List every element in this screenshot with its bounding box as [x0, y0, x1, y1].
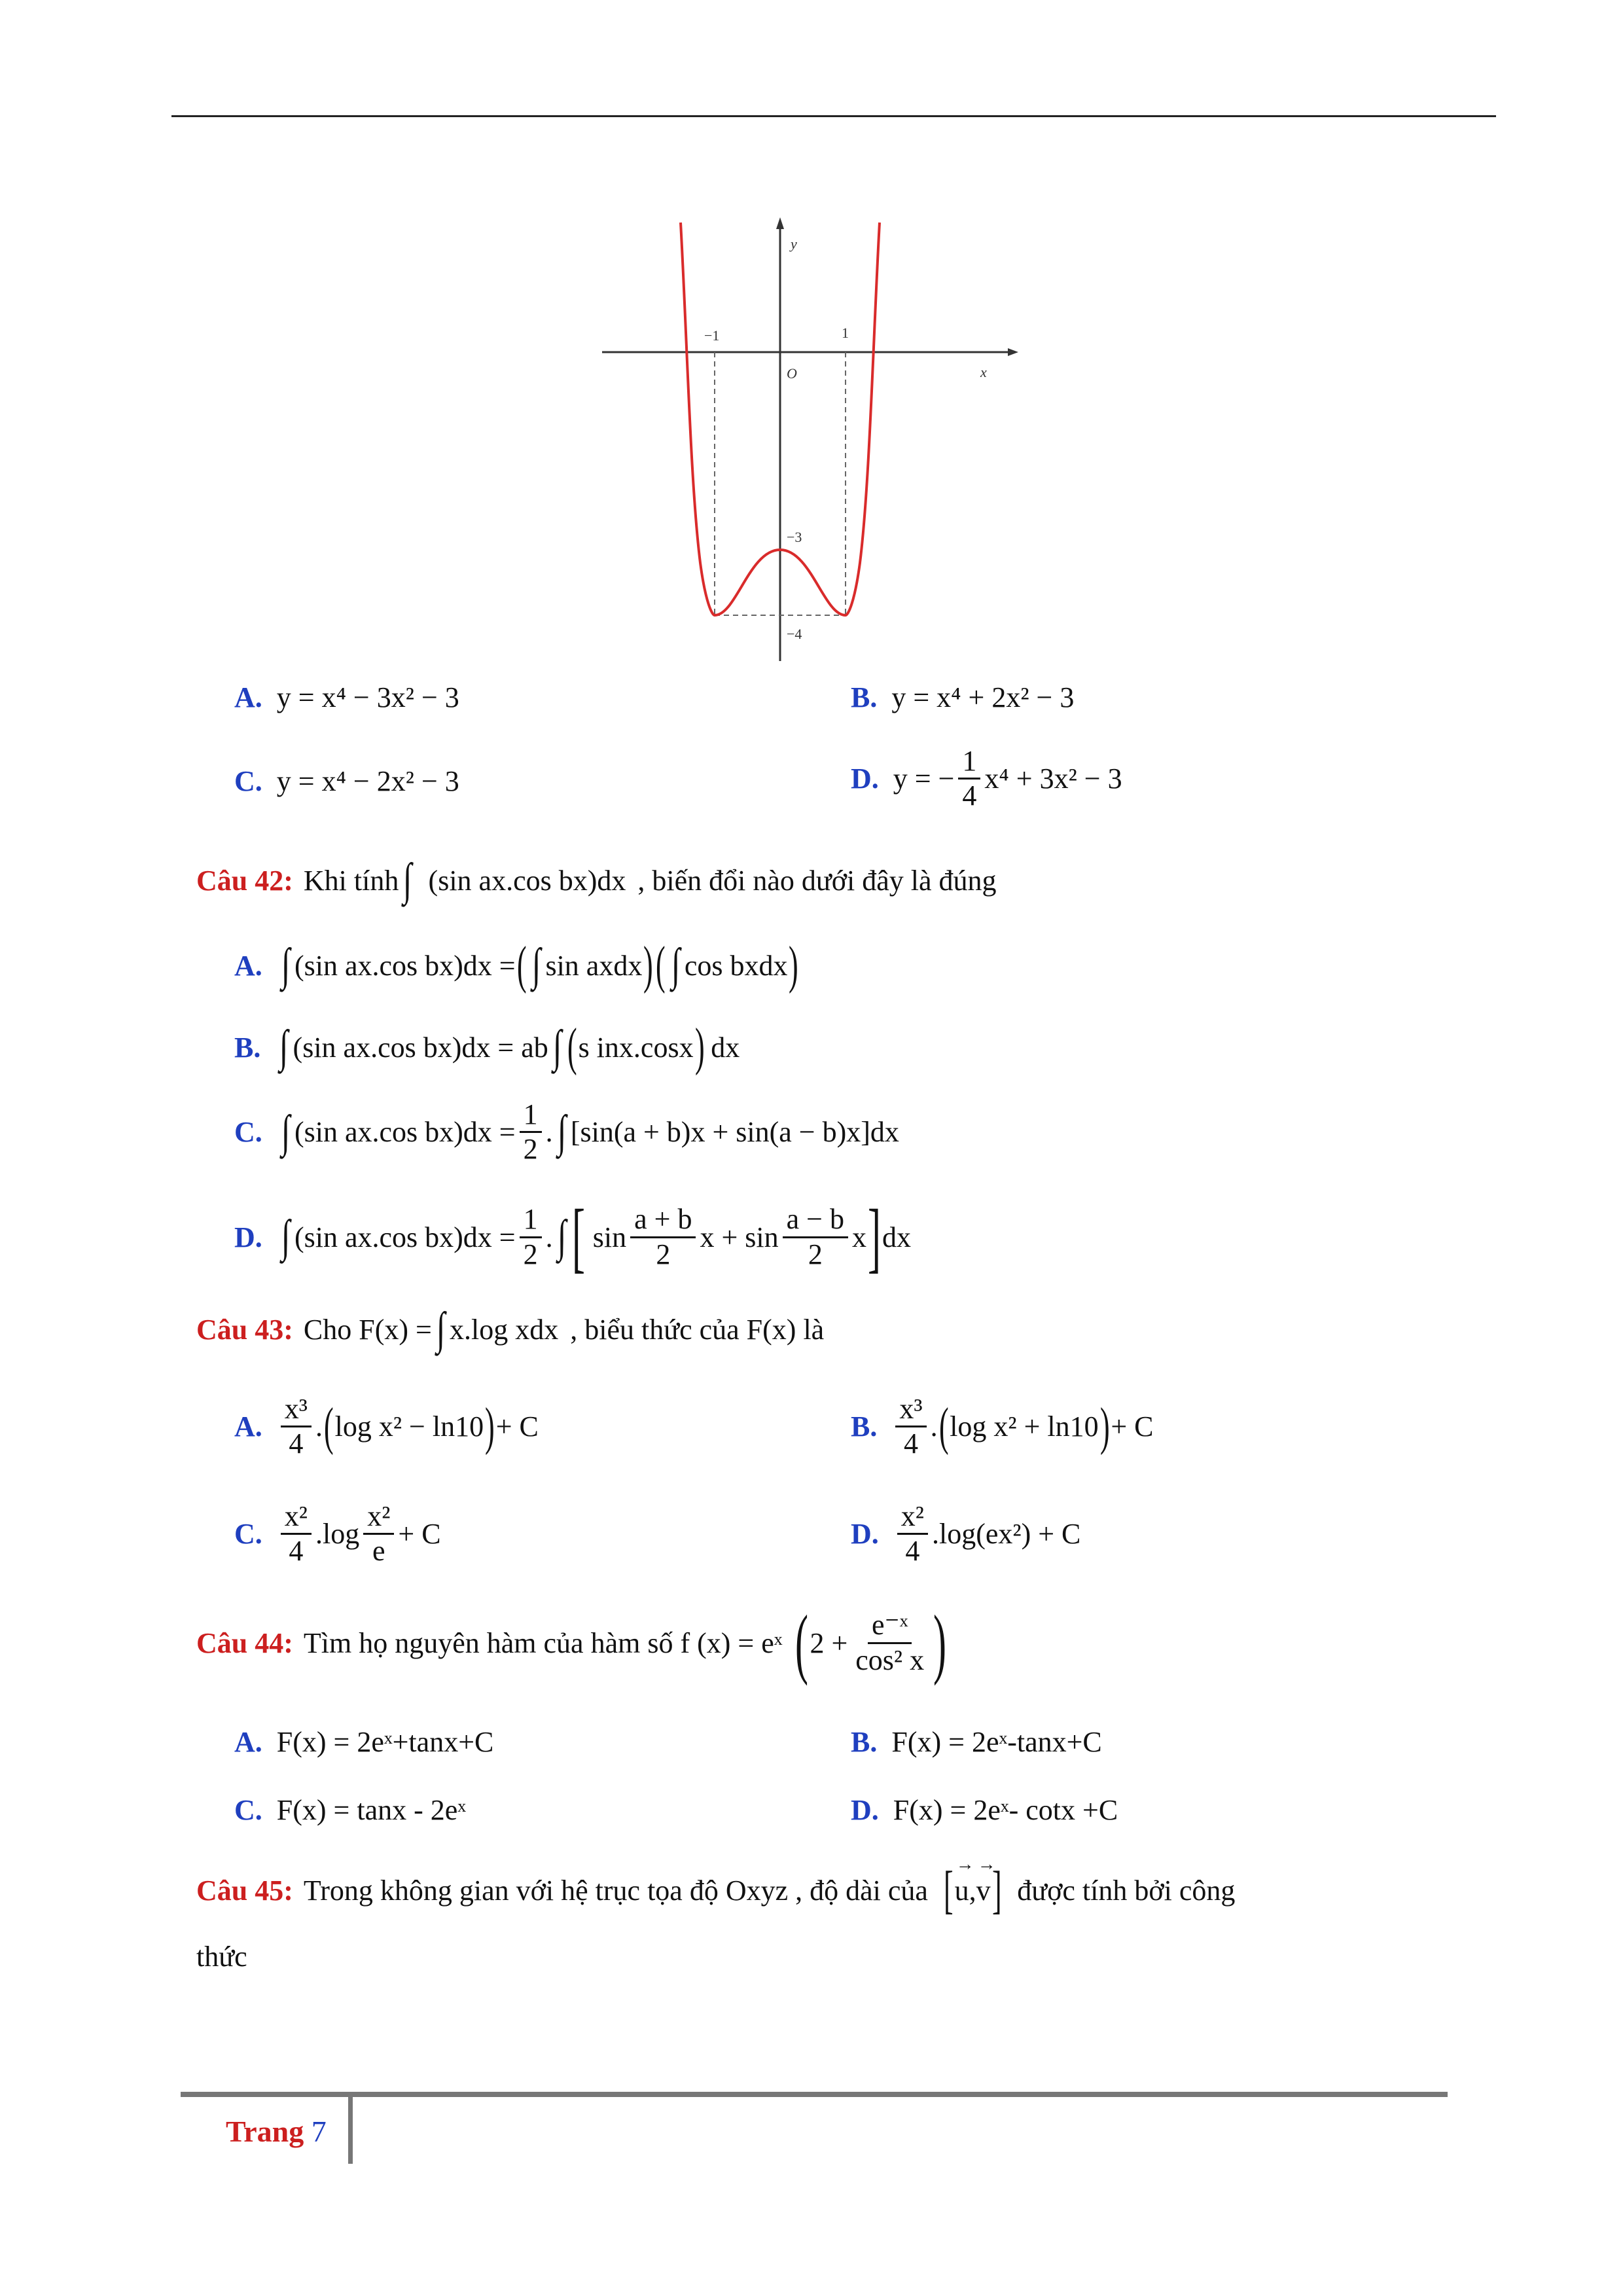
- question-number: Câu 44:: [196, 1626, 293, 1659]
- fraction: $\frac{\text{x²}}{4}$: [281, 1501, 312, 1566]
- option-label: B.: [234, 1031, 261, 1064]
- fraction: $\frac{1}{2}$: [520, 1204, 542, 1269]
- fraction: $\frac{1}{4}$: [958, 746, 980, 811]
- fraction: $\frac{a + b}{2}$: [630, 1204, 696, 1269]
- q44-stem: Câu 44: Tìm họ nguyên hàm của hàm số f (x) = eˣ ( 2 + $\frac{\text{e⁻ˣ}}{\text{cos² x}}$ ): [196, 1599, 947, 1686]
- vector-u: → u: [955, 1874, 969, 1907]
- q43-option-b[interactable]: B. $\frac{\text{x³}}{4}$ . ( log x² + ln10 ) + C: [851, 1393, 1154, 1460]
- option-text: F(x) = 2eˣ-tanx+C: [891, 1726, 1102, 1758]
- stem-text: , biến đổi nào dưới đây là đúng: [637, 864, 997, 897]
- question-number: Câu 43:: [196, 1313, 293, 1346]
- q44-option-b[interactable]: [851, 1725, 1102, 1759]
- q43-option-d[interactable]: D. $\frac{\text{x²}}{4}$ .log(ex²) + C: [851, 1500, 1081, 1568]
- q41-option-c[interactable]: [234, 764, 459, 798]
- q45-stem-cont: [196, 1940, 247, 1973]
- option-text: F(x) = tanx - 2eˣ: [276, 1794, 467, 1826]
- q44-option-c[interactable]: [234, 1793, 466, 1827]
- page-footer: [226, 2114, 327, 2149]
- q42-option-a[interactable]: A. ∫ (sin ax.cos bx)dx = ( ∫ sin axdx ) ( ∫ cos bxdx ): [234, 937, 799, 994]
- option-label: D.: [851, 1518, 879, 1551]
- integral-sign: ∫: [281, 940, 291, 990]
- origin-label: O: [787, 365, 797, 382]
- question-number: Câu 45:: [196, 1874, 293, 1907]
- option-text: y = x⁴ − 3x² − 3: [276, 681, 459, 713]
- stem-text: thức: [196, 1941, 247, 1973]
- option-label: A.: [234, 681, 262, 713]
- fraction: $\frac{a - b}{2}$: [783, 1204, 848, 1269]
- footer-rule: [181, 2092, 1448, 2097]
- footer-divider: [348, 2092, 353, 2164]
- option-label: C.: [234, 1794, 262, 1826]
- q44-option-a[interactable]: [234, 1725, 493, 1759]
- stem-integrand: (sin ax.cos bx)dx: [428, 864, 626, 897]
- fraction: $\frac{\text{e⁻ˣ}}{\text{cos² x}}$: [855, 1609, 925, 1676]
- q42-option-d[interactable]: D. ∫ (sin ax.cos bx)dx = $\frac{1}{2}$ . ∫ [ sin $\frac{a + b}{2}$ x + sin $\frac{a - b}{2}$ x ] dx: [234, 1193, 911, 1280]
- x-axis-arrow: [1008, 348, 1018, 356]
- q43-stem: [196, 1306, 824, 1352]
- stem-integrand: x.log xdx: [450, 1313, 559, 1346]
- tick-label-y-neg3: −3: [787, 529, 802, 545]
- fraction: $\frac{\text{x³}}{4}$: [895, 1394, 926, 1459]
- top-rule: [171, 115, 1496, 117]
- x-axis-label: x: [980, 364, 987, 380]
- option-text: y = x⁴ + 2x² − 3: [891, 681, 1075, 713]
- q41-option-d[interactable]: [851, 746, 1122, 811]
- integral-sign: ∫: [436, 1304, 446, 1354]
- q44-option-d[interactable]: [851, 1793, 1118, 1827]
- q43-option-a[interactable]: A. $\frac{\text{x³}}{4}$ . ( log x² − ln10 ) + C: [234, 1393, 539, 1460]
- question-number: Câu 42:: [196, 864, 293, 897]
- page-label: Trang: [226, 2115, 304, 2148]
- page-number: 7: [311, 2115, 327, 2148]
- tick-label-x-neg1: −1: [704, 327, 720, 344]
- q41-option-b[interactable]: [851, 681, 1074, 714]
- vector-v: → v: [976, 1874, 991, 1907]
- option-label: B.: [851, 1726, 878, 1758]
- option-label: D.: [234, 1221, 262, 1253]
- q43-option-c[interactable]: C. $\frac{\text{x²}}{4}$ .log $\frac{\text{x²}}{e}$ + C: [234, 1500, 441, 1568]
- option-label: C.: [234, 1518, 262, 1551]
- integral-sign: ∫: [279, 1022, 289, 1072]
- y-axis-arrow: [776, 217, 784, 229]
- option-label: A.: [234, 1410, 262, 1443]
- option-label: C.: [234, 1116, 262, 1149]
- option-rest: x⁴ + 3x² − 3: [984, 762, 1122, 795]
- fraction: $\frac{\text{x³}}{4}$: [281, 1394, 312, 1459]
- option-label: C.: [234, 765, 262, 797]
- option-label: A.: [234, 1726, 262, 1758]
- q42-stem: [196, 857, 997, 903]
- option-label: D.: [851, 1794, 879, 1826]
- quartic-graph: [602, 209, 1021, 668]
- option-label: B.: [851, 1410, 878, 1443]
- option-label: D.: [851, 762, 879, 795]
- q41-option-a[interactable]: [234, 681, 459, 714]
- fraction: $\frac{1}{2}$: [520, 1100, 542, 1164]
- stem-text: Khi tính: [303, 864, 399, 897]
- integral-sign: ∫: [281, 1211, 291, 1262]
- integral-sign: ∫: [403, 855, 412, 905]
- option-label: B.: [851, 681, 878, 713]
- integral-sign: ∫: [281, 1106, 291, 1157]
- stem-text: Tìm họ nguyên hàm của hàm số f (x) = eˣ: [303, 1626, 783, 1659]
- option-text: F(x) = 2eˣ+tanx+C: [276, 1726, 494, 1758]
- tick-label-y-neg4: −4: [787, 626, 802, 642]
- stem-text: , biểu thức của F(x) là: [570, 1313, 825, 1346]
- tick-label-x-1: 1: [842, 325, 849, 341]
- stem-text: Cho F(x) =: [303, 1313, 432, 1346]
- y-axis-label: y: [791, 236, 797, 252]
- stem-text: được tính bởi công: [1017, 1874, 1236, 1907]
- q42-option-b[interactable]: B. ∫ (sin ax.cos bx)dx = ab ∫ ( s inx.cosx ) dx: [234, 1018, 740, 1076]
- option-text: F(x) = 2eˣ- cotx +C: [893, 1794, 1118, 1826]
- option-prefix: y = −: [893, 762, 955, 795]
- option-label: A.: [234, 949, 262, 982]
- fraction: $\frac{\text{x²}}{4}$: [897, 1501, 928, 1566]
- fraction: $\frac{\text{x²}}{e}$: [363, 1501, 394, 1566]
- stem-text: Trong không gian với hệ trục tọa độ Oxyz , độ dài của: [303, 1874, 928, 1907]
- q42-option-c[interactable]: C. ∫ (sin ax.cos bx)dx = $\frac{1}{2}$ . ∫ [sin(a + b)x + sin(a − b)x]dx: [234, 1098, 899, 1166]
- option-text: y = x⁴ − 2x² − 3: [276, 765, 459, 797]
- q45-stem: Câu 45: Trong không gian với hệ trục tọa độ Oxyz , độ dài của [ → u , → v ] được tính bởi công: [196, 1864, 1235, 1916]
